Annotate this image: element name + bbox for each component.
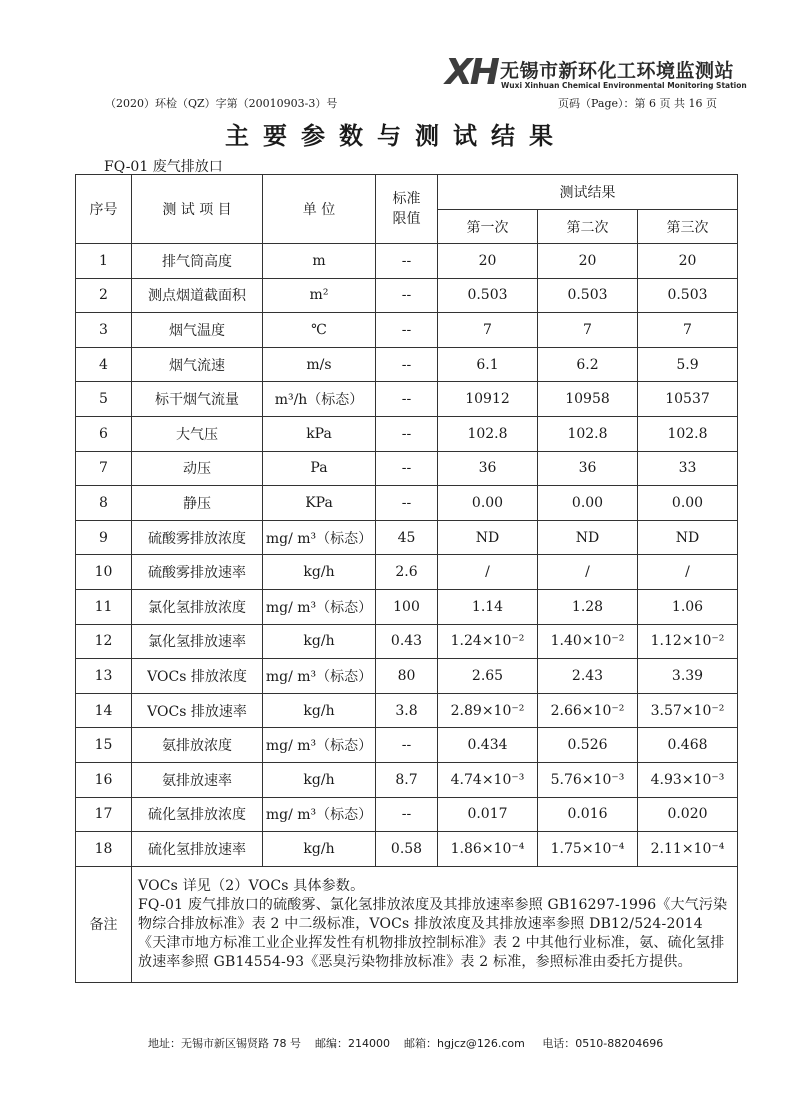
cell-item: 排气筒高度 bbox=[132, 244, 263, 279]
header-results: 测试结果 bbox=[438, 175, 738, 210]
header-r1: 第一次 bbox=[438, 210, 538, 244]
cell-r3: 0.00 bbox=[638, 486, 738, 521]
cell-r2: / bbox=[538, 555, 638, 590]
cell-r3: 3.39 bbox=[638, 659, 738, 694]
cell-r3: 0.503 bbox=[638, 278, 738, 313]
cell-item: 烟气流速 bbox=[132, 347, 263, 382]
cell-item: 氨排放浓度 bbox=[132, 728, 263, 763]
cell-r1: 2.65 bbox=[438, 659, 538, 694]
cell-item: 标干烟气流量 bbox=[132, 382, 263, 417]
logo-mark: XH bbox=[445, 52, 497, 93]
results-table bbox=[75, 174, 738, 983]
table-row bbox=[76, 832, 738, 867]
cell-r3: 20 bbox=[638, 244, 738, 279]
org-logo bbox=[445, 52, 745, 96]
cell-r3: ND bbox=[638, 520, 738, 555]
cell-r1: 10912 bbox=[438, 382, 538, 417]
cell-std: 8.7 bbox=[376, 762, 438, 797]
cell-r3: 0.020 bbox=[638, 797, 738, 832]
cell-unit: ℃ bbox=[263, 313, 376, 348]
cell-r2: 2.43 bbox=[538, 659, 638, 694]
table-row bbox=[76, 486, 738, 521]
cell-r3: 1.06 bbox=[638, 589, 738, 624]
cell-r2: 1.28 bbox=[538, 589, 638, 624]
cell-no: 6 bbox=[76, 416, 132, 451]
cell-std: -- bbox=[376, 347, 438, 382]
cell-no: 7 bbox=[76, 451, 132, 486]
cell-no: 1 bbox=[76, 244, 132, 279]
header-std: 标准限值 bbox=[376, 175, 438, 244]
table-row bbox=[76, 313, 738, 348]
cell-r3: 33 bbox=[638, 451, 738, 486]
cell-item: 测点烟道截面积 bbox=[132, 278, 263, 313]
note-line: VOCs 详见（2）VOCs 具体参数。 bbox=[138, 877, 365, 894]
cell-r2: ND bbox=[538, 520, 638, 555]
cell-no: 5 bbox=[76, 382, 132, 417]
cell-r2: 1.75×10⁻⁴ bbox=[538, 832, 638, 867]
table-row bbox=[76, 278, 738, 313]
cell-r3: 7 bbox=[638, 313, 738, 348]
cell-item: 硫酸雾排放速率 bbox=[132, 555, 263, 590]
cell-std: -- bbox=[376, 451, 438, 486]
footer bbox=[148, 1035, 663, 1051]
cell-no: 9 bbox=[76, 520, 132, 555]
cell-r1: 36 bbox=[438, 451, 538, 486]
table-row bbox=[76, 728, 738, 763]
cell-r1: 1.24×10⁻² bbox=[438, 624, 538, 659]
cell-std: 2.6 bbox=[376, 555, 438, 590]
cell-no: 10 bbox=[76, 555, 132, 590]
cell-r2: 0.526 bbox=[538, 728, 638, 763]
table-row bbox=[76, 762, 738, 797]
cell-r2: 0.503 bbox=[538, 278, 638, 313]
cell-r3: 5.9 bbox=[638, 347, 738, 382]
cell-r3: 1.12×10⁻² bbox=[638, 624, 738, 659]
cell-item: 氨排放速率 bbox=[132, 762, 263, 797]
notes-label: 备注 bbox=[76, 866, 132, 982]
cell-no: 14 bbox=[76, 693, 132, 728]
cell-unit: kg/h bbox=[263, 693, 376, 728]
cell-r2: 0.00 bbox=[538, 486, 638, 521]
cell-std: -- bbox=[376, 278, 438, 313]
cell-item: VOCs 排放浓度 bbox=[132, 659, 263, 694]
cell-r2: 2.66×10⁻² bbox=[538, 693, 638, 728]
cell-std: 0.43 bbox=[376, 624, 438, 659]
cell-r3: / bbox=[638, 555, 738, 590]
notes-content bbox=[132, 866, 738, 982]
cell-std: 45 bbox=[376, 520, 438, 555]
cell-item: 硫酸雾排放浓度 bbox=[132, 520, 263, 555]
report-number: （2020）环检（QZ）字第（20010903-3）号 bbox=[105, 97, 338, 110]
cell-no: 8 bbox=[76, 486, 132, 521]
org-name-en: Wuxi Xinhuan Chemical Environmental Monitoring Station bbox=[501, 81, 747, 90]
cell-r2: 20 bbox=[538, 244, 638, 279]
cell-unit: kg/h bbox=[263, 762, 376, 797]
cell-std: 0.58 bbox=[376, 832, 438, 867]
table-row bbox=[76, 624, 738, 659]
cell-r3: 102.8 bbox=[638, 416, 738, 451]
cell-r2: 7 bbox=[538, 313, 638, 348]
org-name-cn: 无锡市新环化工环境监测站 bbox=[500, 60, 735, 82]
cell-r3: 0.468 bbox=[638, 728, 738, 763]
cell-std: -- bbox=[376, 244, 438, 279]
cell-r1: / bbox=[438, 555, 538, 590]
table-row bbox=[76, 347, 738, 382]
cell-std: 3.8 bbox=[376, 693, 438, 728]
cell-unit: m² bbox=[263, 278, 376, 313]
cell-r1: 0.017 bbox=[438, 797, 538, 832]
outlet-label: FQ-01 废气排放口 bbox=[104, 159, 223, 175]
table-row bbox=[76, 416, 738, 451]
cell-no: 16 bbox=[76, 762, 132, 797]
table-row bbox=[76, 244, 738, 279]
cell-unit: mg/ m³（标态） bbox=[263, 589, 376, 624]
table-row bbox=[76, 555, 738, 590]
header-r3: 第三次 bbox=[638, 210, 738, 244]
cell-std: -- bbox=[376, 313, 438, 348]
cell-unit: mg/ m³（标态） bbox=[263, 520, 376, 555]
cell-r1: 4.74×10⁻³ bbox=[438, 762, 538, 797]
cell-unit: m/s bbox=[263, 347, 376, 382]
cell-r2: 36 bbox=[538, 451, 638, 486]
footer-phone: 电话：0510-88204696 bbox=[542, 1037, 664, 1050]
table-row bbox=[76, 693, 738, 728]
cell-r2: 6.2 bbox=[538, 347, 638, 382]
footer-postcode: 邮编：214000 bbox=[315, 1037, 390, 1050]
cell-unit: mg/ m³（标态） bbox=[263, 797, 376, 832]
table-row bbox=[76, 659, 738, 694]
cell-item: 硫化氢排放浓度 bbox=[132, 797, 263, 832]
cell-std: 80 bbox=[376, 659, 438, 694]
cell-unit: m³/h（标态） bbox=[263, 382, 376, 417]
footer-address: 地址：无锡市新区锡贤路 78 号 bbox=[148, 1037, 301, 1050]
cell-r1: 20 bbox=[438, 244, 538, 279]
cell-r1: 1.14 bbox=[438, 589, 538, 624]
cell-r1: 2.89×10⁻² bbox=[438, 693, 538, 728]
table-row bbox=[76, 451, 738, 486]
header-unit: 单 位 bbox=[263, 175, 376, 244]
cell-unit: m bbox=[263, 244, 376, 279]
cell-item: 硫化氢排放速率 bbox=[132, 832, 263, 867]
cell-std: -- bbox=[376, 797, 438, 832]
cell-r2: 1.40×10⁻² bbox=[538, 624, 638, 659]
cell-unit: kg/h bbox=[263, 624, 376, 659]
cell-item: 大气压 bbox=[132, 416, 263, 451]
cell-no: 17 bbox=[76, 797, 132, 832]
note-line: FQ-01 废气排放口的硫酸雾、氯化氢排放浓度及其排放速率参照 GB16297-1996《大气污染物综合排放标准》表 2 中二级标准，VOCs 排放浓度及其排放速率参照 DB12/524-2014《天津市地方标准工业企业挥发性有机物排放控制标准》表 2 中其他行业标准，氨、硫化氢排放速率参照 GB14554-93《恶臭污染物排放标准》表 2 标准，参照标准由委托方提供。 bbox=[138, 896, 728, 970]
cell-r3: 10537 bbox=[638, 382, 738, 417]
cell-no: 4 bbox=[76, 347, 132, 382]
cell-r2: 10958 bbox=[538, 382, 638, 417]
cell-r1: 1.86×10⁻⁴ bbox=[438, 832, 538, 867]
cell-unit: mg/ m³（标态） bbox=[263, 728, 376, 763]
header-item: 测 试 项 目 bbox=[132, 175, 263, 244]
cell-std: 100 bbox=[376, 589, 438, 624]
table-row bbox=[76, 520, 738, 555]
cell-unit: KPa bbox=[263, 486, 376, 521]
page-info: 页码（Page）：第 6 页 共 16 页 bbox=[558, 97, 717, 110]
cell-unit: Pa bbox=[263, 451, 376, 486]
page-title: 主要参数与测试结果 bbox=[225, 121, 567, 150]
cell-std: -- bbox=[376, 416, 438, 451]
table-row bbox=[76, 382, 738, 417]
table-header-row bbox=[76, 175, 738, 210]
cell-item: 动压 bbox=[132, 451, 263, 486]
cell-r1: 6.1 bbox=[438, 347, 538, 382]
cell-item: VOCs 排放速率 bbox=[132, 693, 263, 728]
cell-r1: 102.8 bbox=[438, 416, 538, 451]
cell-item: 氯化氢排放浓度 bbox=[132, 589, 263, 624]
cell-unit: mg/ m³（标态） bbox=[263, 659, 376, 694]
cell-no: 3 bbox=[76, 313, 132, 348]
notes-row bbox=[76, 866, 738, 982]
cell-item: 静压 bbox=[132, 486, 263, 521]
cell-r2: 5.76×10⁻³ bbox=[538, 762, 638, 797]
cell-unit: kPa bbox=[263, 416, 376, 451]
cell-r1: 0.434 bbox=[438, 728, 538, 763]
cell-std: -- bbox=[376, 728, 438, 763]
cell-no: 15 bbox=[76, 728, 132, 763]
cell-unit: kg/h bbox=[263, 555, 376, 590]
cell-no: 11 bbox=[76, 589, 132, 624]
cell-r3: 4.93×10⁻³ bbox=[638, 762, 738, 797]
cell-r1: 0.00 bbox=[438, 486, 538, 521]
cell-r1: ND bbox=[438, 520, 538, 555]
header-no: 序号 bbox=[76, 175, 132, 244]
cell-r1: 7 bbox=[438, 313, 538, 348]
table-row bbox=[76, 797, 738, 832]
cell-unit: kg/h bbox=[263, 832, 376, 867]
cell-std: -- bbox=[376, 486, 438, 521]
cell-item: 氯化氢排放速率 bbox=[132, 624, 263, 659]
table-row bbox=[76, 589, 738, 624]
cell-r3: 3.57×10⁻² bbox=[638, 693, 738, 728]
cell-r2: 0.016 bbox=[538, 797, 638, 832]
cell-r2: 102.8 bbox=[538, 416, 638, 451]
footer-email: 邮箱：hgjcz@126.com bbox=[404, 1037, 525, 1050]
cell-no: 12 bbox=[76, 624, 132, 659]
cell-r3: 2.11×10⁻⁴ bbox=[638, 832, 738, 867]
header-r2: 第二次 bbox=[538, 210, 638, 244]
cell-no: 13 bbox=[76, 659, 132, 694]
cell-std: -- bbox=[376, 382, 438, 417]
cell-no: 18 bbox=[76, 832, 132, 867]
cell-no: 2 bbox=[76, 278, 132, 313]
table-body bbox=[76, 244, 738, 867]
cell-r1: 0.503 bbox=[438, 278, 538, 313]
cell-item: 烟气温度 bbox=[132, 313, 263, 348]
